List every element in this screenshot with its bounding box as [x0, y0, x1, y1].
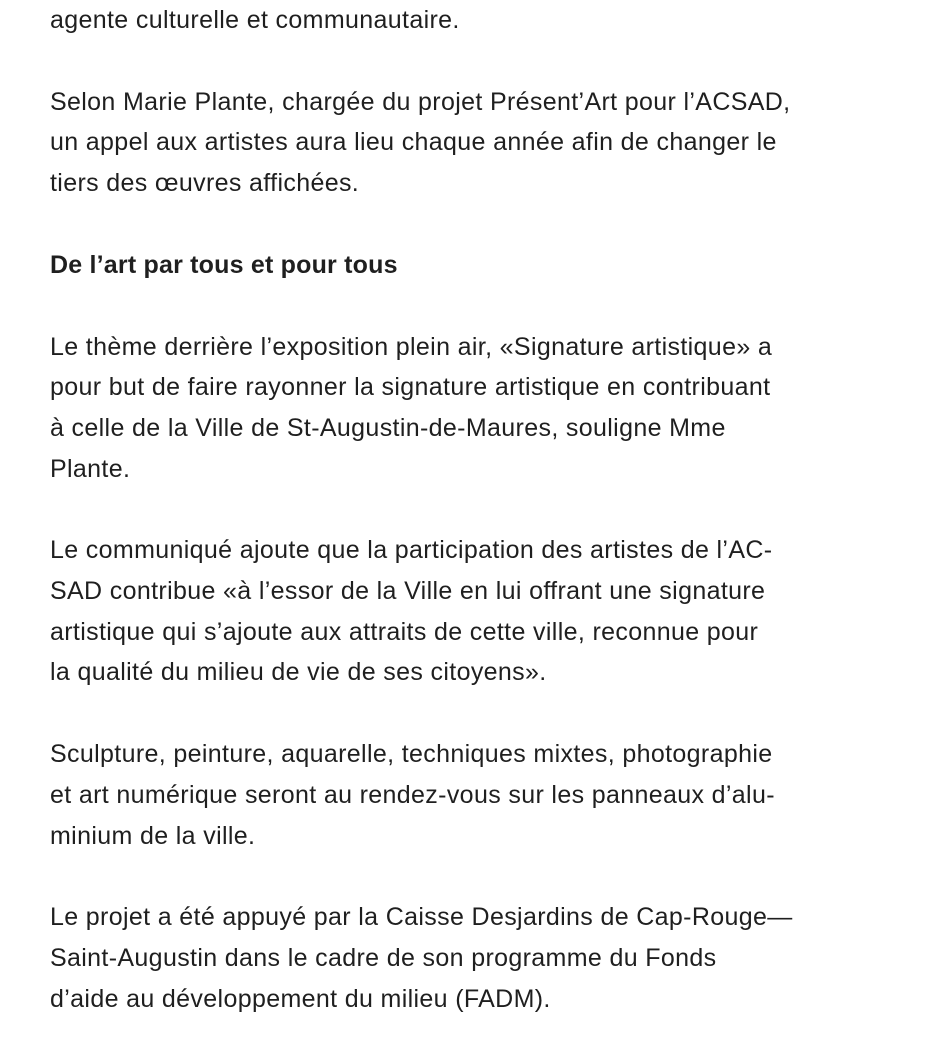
text-line: Le communiqué ajoute que la participation des artistes de l’AC- — [50, 536, 773, 565]
text-line: Plante. — [50, 454, 131, 483]
text-line: tiers des œuvres affichées. — [50, 169, 360, 198]
paragraph-media — [50, 734, 900, 856]
text-line: d’aide au développement du milieu (FADM). — [50, 984, 551, 1013]
text-line: minium de la ville. — [50, 821, 256, 850]
paragraph-marie-plante — [50, 82, 900, 204]
paragraph-theme — [50, 327, 900, 490]
paragraph-funding — [50, 897, 900, 1019]
paragraph-intro-end — [50, 0, 900, 41]
section-heading: De l’art par tous et pour tous — [50, 250, 398, 279]
text-line: pour but de faire rayonner la signature artistique en contribuant — [50, 373, 771, 402]
text-line: Sculpture, peinture, aquarelle, techniques mixtes, photographie — [50, 740, 773, 769]
text-line: à celle de la Ville de St-Augustin-de-Maures, souligne Mme — [50, 413, 726, 442]
text-line: Le thème derrière l’exposition plein air, «Signature artistique» a — [50, 332, 773, 361]
text-line: Le projet a été appuyé par la Caisse Desjardins de Cap-Rouge— — [50, 903, 793, 932]
text-line: la qualité du milieu de vie de ses citoyens». — [50, 658, 547, 687]
text-line: artistique qui s’ajoute aux attraits de cette ville, reconnue pour — [50, 617, 759, 646]
article-body — [50, 0, 900, 1060]
paragraph-communique — [50, 530, 900, 693]
text-line: Saint-Augustin dans le cadre de son programme du Fonds — [50, 943, 717, 972]
text-line: SAD contribue «à l’essor de la Ville en lui offrant une signature — [50, 577, 766, 606]
text-line: un appel aux artistes aura lieu chaque année afin de changer le — [50, 128, 777, 157]
text-line: Selon Marie Plante, chargée du projet Présent’Art pour l’ACSAD, — [50, 87, 791, 116]
text-line: et art numérique seront au rendez-vous sur les panneaux d’alu- — [50, 780, 775, 809]
text-line: agente culturelle et communautaire. — [50, 6, 460, 34]
